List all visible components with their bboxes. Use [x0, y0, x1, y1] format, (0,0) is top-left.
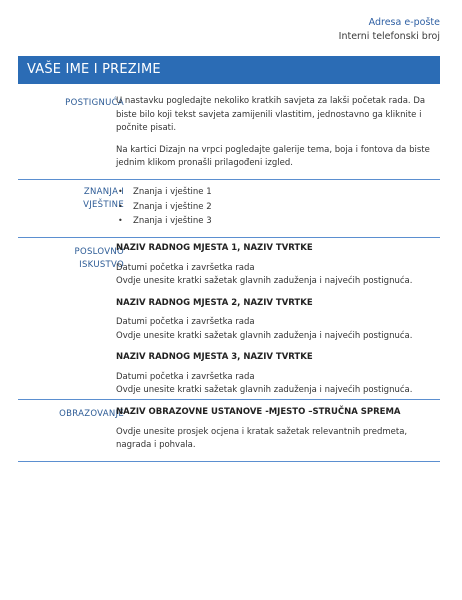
job-entry — [116, 351, 430, 398]
skill-item[interactable]: • Znanja i vještine 2 — [116, 200, 430, 215]
achievements-label: POSTIGNUĆA — [65, 98, 124, 108]
full-name[interactable]: VAŠE IME I PREZIME — [27, 62, 161, 77]
section-divider — [18, 461, 440, 462]
experience-section — [18, 238, 440, 400]
skills-label-line-1: ZNANJA I — [83, 187, 124, 197]
phone-text[interactable]: Interni telefonski broj — [338, 31, 440, 42]
education-section — [18, 400, 440, 462]
job-summary[interactable]: Ovdje unesite kratki sažetak glavnih zaduženja i najvećih postignuća. — [116, 330, 413, 341]
education-summary[interactable]: Ovdje unesite prosjek ocjena i kratak sažetak relevantnih predmeta, nagrada i pohvala. — [116, 426, 408, 450]
skill-item[interactable]: • Znanja i vještine 1 — [116, 185, 430, 200]
job-title[interactable]: NAZIV RADNOG MJESTA 3, NAZIV TVRTKE — [116, 352, 313, 362]
achievements-section — [18, 90, 440, 180]
education-content — [116, 406, 430, 453]
experience-label-line-2: ISKUSTVO — [79, 260, 124, 270]
education-label: OBRAZOVANJE — [59, 409, 124, 419]
skills-content — [116, 185, 430, 229]
job-dates[interactable]: Datumi početka i završetka rada — [116, 371, 255, 382]
contact-block — [339, 16, 440, 44]
job-entry — [116, 242, 430, 289]
job-dates[interactable]: Datumi početka i završetka rada — [116, 262, 255, 273]
job-dates[interactable]: Datumi početka i završetka rada — [116, 317, 255, 327]
job-summary[interactable]: Ovdje unesite kratki sažetak glavnih zaduženja i najvećih postignuća. — [116, 276, 413, 286]
achievements-content — [116, 95, 430, 171]
experience-label-line-1: POSLOVNO — [74, 247, 124, 257]
achievements-paragraph-2[interactable]: Na kartici Dizajn na vrpci pogledajte galerije tema, boja i fontova da biste jednim klikom pronašli prilagođeni izgled. — [116, 144, 430, 168]
job-title[interactable]: NAZIV RADNOG MJESTA 1, NAZIV TVRTKE — [116, 243, 313, 253]
education-title[interactable]: NAZIV OBRAZOVNE USTANOVE -MJESTO –STRUČNA SPREMA — [116, 407, 401, 417]
skills-section — [18, 180, 440, 238]
name-banner — [18, 56, 440, 84]
job-entry — [116, 297, 430, 344]
skills-label-line-2: VJEŠTINE — [83, 200, 124, 210]
job-title[interactable]: NAZIV RADNOG MJESTA 2, NAZIV TVRTKE — [116, 297, 313, 308]
job-summary[interactable]: Ovdje unesite kratki sažetak glavnih zaduženja i najvećih postignuća. — [116, 385, 413, 395]
achievements-paragraph-1[interactable]: U nastavku pogledajte nekoliko kratkih savjeta za lakši početak rada. Da biste bilo koji tekst savjeta zamijenili vlastitim, jednostavno ga kliknite i počnite pisati. — [116, 96, 426, 133]
skills-list — [116, 185, 430, 229]
email-text[interactable]: Adresa e-pošte — [368, 17, 440, 28]
skill-item[interactable]: • Znanja i vještine 3 — [116, 214, 430, 229]
experience-content — [116, 242, 430, 398]
